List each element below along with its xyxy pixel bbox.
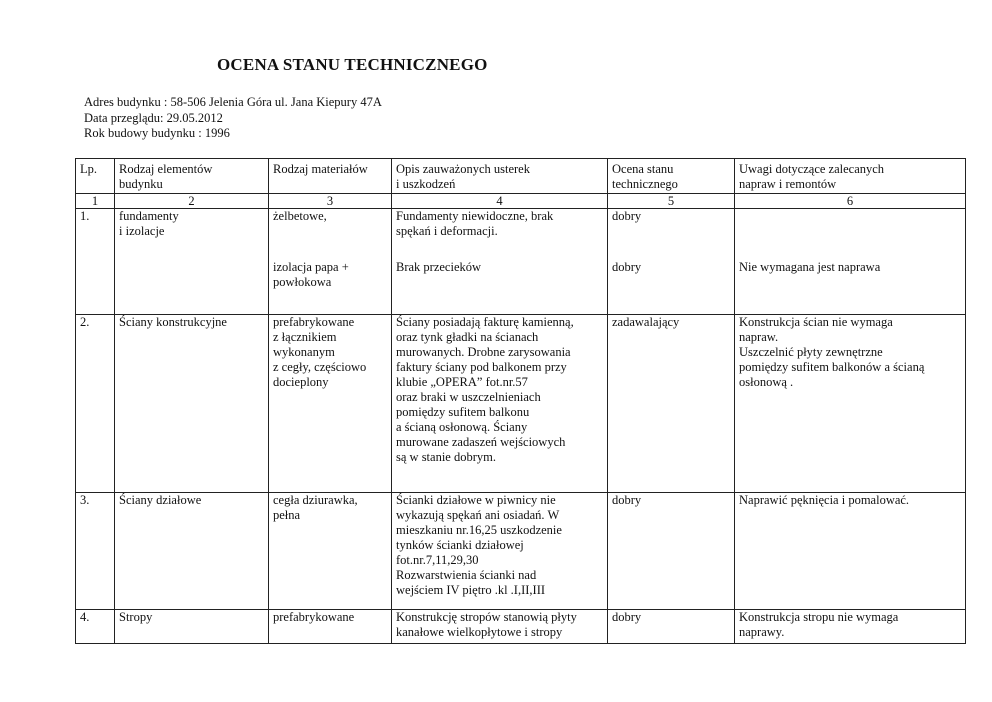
- header-element-type: Rodzaj elementów budynku: [115, 159, 269, 194]
- notes-cell: Konstrukcja stropu nie wymaga naprawy.: [735, 610, 966, 644]
- description-cell: Fundamenty niewidoczne, brak spękań i deformacji.: [392, 209, 608, 260]
- row-number: 1.: [76, 209, 115, 315]
- rating-cell: dobry: [608, 493, 735, 610]
- table-row: [76, 209, 966, 260]
- header-repair-notes: Uwagi dotyczące zalecanych napraw i remontów: [735, 159, 966, 194]
- table-header-row: [76, 159, 966, 194]
- header-condition-rating: Ocena stanu technicznego: [608, 159, 735, 194]
- row-number: 3.: [76, 493, 115, 610]
- inspection-date: Data przeglądu: 29.05.2012: [84, 110, 223, 125]
- column-number: 1: [76, 194, 115, 209]
- rating-cell: zadawalający: [608, 315, 735, 493]
- row-number: 4.: [76, 610, 115, 644]
- table-row: [76, 315, 966, 493]
- column-number: 2: [115, 194, 269, 209]
- description-cell: Ścianki działowe w piwnicy nie wykazują spękań ani osiadań. W mieszkaniu nr.16,25 uszkodzenie tynków ścianki działowej fot.nr.7,11,29,30 Rozwarstwienia ścianki nad wejściem IV piętro .kl .I,II,III: [392, 493, 608, 610]
- row-number: 2.: [76, 315, 115, 493]
- notes-cell: Nie wymagana jest naprawa: [735, 260, 966, 315]
- construction-year: Rok budowy budynku : 1996: [84, 126, 230, 140]
- column-number: 3: [269, 194, 392, 209]
- element-type-cell: Ściany działowe: [115, 493, 269, 610]
- column-number: 6: [735, 194, 966, 209]
- document-title: OCENA STANU TECHNICZNEGO: [217, 55, 488, 74]
- element-type-cell: Ściany konstrukcyjne: [115, 315, 269, 493]
- table-row: [76, 493, 966, 610]
- column-number: 5: [608, 194, 735, 209]
- header-material-type: Rodzaj materiałów: [269, 159, 392, 194]
- header-defects-description: Opis zauważonych usterek i uszkodzeń: [392, 159, 608, 194]
- element-type-cell: Stropy: [115, 610, 269, 644]
- building-info: [84, 95, 382, 142]
- notes-cell: Naprawić pęknięcia i pomalować.: [735, 493, 966, 610]
- element-type-cell: fundamenty i izolacje: [115, 209, 269, 315]
- building-address: Adres budynku : 58-506 Jelenia Góra ul. Jana Kiepury 47A: [84, 95, 382, 109]
- description-cell: Brak przecieków: [392, 260, 608, 315]
- material-cell: prefabrykowane: [269, 610, 392, 644]
- material-cell: izolacja papa + powłokowa: [269, 260, 392, 315]
- material-cell: żelbetowe,: [269, 209, 392, 260]
- notes-cell: Konstrukcja ścian nie wymaga napraw. Uszczelnić płyty zewnętrzne pomiędzy sufitem balkonów a ścianą osłonową .: [735, 315, 966, 493]
- technical-assessment-table: [75, 158, 966, 644]
- table-row: [76, 610, 966, 644]
- column-number-row: [76, 194, 966, 209]
- material-cell: cegła dziurawka, pełna: [269, 493, 392, 610]
- rating-cell: dobry: [608, 209, 735, 260]
- header-lp: Lp.: [76, 159, 115, 194]
- rating-cell: dobry: [608, 610, 735, 644]
- column-number: 4: [392, 194, 608, 209]
- rating-cell: dobry: [608, 260, 735, 315]
- description-cell: Konstrukcję stropów stanowią płyty kanałowe wielkopłytowe i stropy: [392, 610, 608, 644]
- material-cell: prefabrykowane z łącznikiem wykonanym z cegły, częściowo docieplony: [269, 315, 392, 493]
- description-cell: Ściany posiadają fakturę kamienną, oraz tynk gładki na ścianach murowanych. Drobne zarysowania faktury ściany pod balkonem przy klubie „OPERA” fot.nr.57 oraz braki w uszczelnieniach pomiędzy sufitem balkonu a ścianą osłonową. Ściany murowane zadaszeń wejściowych są w stanie dobrym.: [392, 315, 608, 493]
- notes-cell: [735, 209, 966, 260]
